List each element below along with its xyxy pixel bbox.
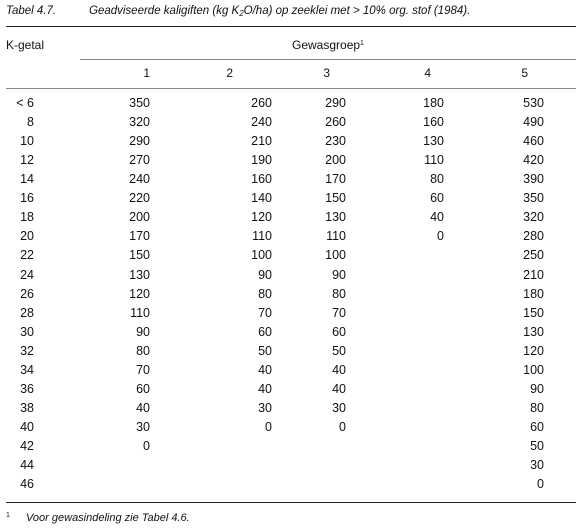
value-cell: 50: [530, 438, 544, 453]
k-getal-cell: 26: [20, 286, 34, 301]
value-cell: 130: [129, 267, 150, 282]
table-row: [0, 382, 588, 401]
footnote: [6, 512, 190, 524]
value-cell: 170: [325, 172, 346, 187]
value-cell: 260: [325, 115, 346, 129]
table-row: [0, 344, 588, 363]
k-getal-cell: 38: [20, 400, 34, 415]
value-cell: 30: [136, 419, 150, 434]
k-getal-cell: 34: [20, 362, 34, 377]
group-header-footnote-mark: 1: [360, 40, 364, 47]
value-cell: 130: [523, 324, 544, 339]
value-cell: 40: [332, 362, 346, 377]
k-getal-cell: 12: [20, 153, 34, 168]
table-row: [0, 439, 588, 458]
bottom-rule: [6, 502, 576, 503]
value-cell: 90: [332, 267, 346, 282]
group-header: [292, 38, 364, 52]
column-header-4: 4: [424, 66, 431, 80]
value-cell: 460: [523, 134, 544, 149]
value-cell: 320: [129, 115, 150, 129]
value-cell: 0: [339, 419, 346, 434]
title-part-1: Geadviseerde kaligiften (kg K: [89, 5, 240, 17]
value-cell: 350: [129, 96, 150, 110]
k-getal-cell: 24: [20, 267, 34, 282]
k-getal-cell: 10: [20, 134, 34, 149]
table-row: [0, 115, 588, 134]
value-cell: 40: [136, 400, 150, 415]
table-row: [0, 153, 588, 172]
value-cell: 0: [265, 419, 272, 434]
footnote-text: Voor gewasindeling zie Tabel 4.6.: [26, 512, 190, 524]
value-cell: 70: [136, 362, 150, 377]
k-getal-cell: 18: [20, 210, 34, 225]
value-cell: 120: [251, 210, 272, 225]
value-cell: 100: [251, 248, 272, 263]
title-subscript: 2: [239, 9, 244, 18]
column-header-1: 1: [143, 66, 150, 80]
value-cell: 160: [251, 172, 272, 187]
value-cell: 250: [523, 248, 544, 263]
value-cell: 150: [523, 305, 544, 320]
value-cell: 180: [423, 96, 444, 110]
value-cell: 320: [523, 210, 544, 225]
value-cell: 0: [143, 438, 150, 453]
k-getal-cell: 22: [20, 248, 34, 263]
value-cell: 270: [129, 153, 150, 168]
value-cell: 60: [430, 191, 444, 206]
value-cell: 350: [523, 191, 544, 206]
value-cell: 100: [325, 248, 346, 263]
group-underline: [80, 59, 576, 60]
table-row: [0, 191, 588, 210]
title-part-2: O/ha) op zeeklei met > 10% org. stof (1984).: [243, 5, 471, 17]
value-cell: 80: [136, 343, 150, 358]
table-row: [0, 268, 588, 287]
value-cell: 200: [129, 210, 150, 225]
k-getal-cell: 46: [20, 477, 34, 491]
table-row: [0, 229, 588, 248]
value-cell: 70: [258, 305, 272, 320]
value-cell: 130: [423, 134, 444, 149]
value-cell: 240: [251, 115, 272, 129]
table-row: [0, 401, 588, 420]
column-header-5: 5: [521, 66, 528, 80]
value-cell: 80: [332, 286, 346, 301]
value-cell: 40: [332, 381, 346, 396]
table-row: [0, 134, 588, 153]
value-cell: 230: [325, 134, 346, 149]
value-cell: 110: [252, 229, 272, 244]
value-cell: 30: [332, 400, 346, 415]
value-cell: 50: [258, 343, 272, 358]
table-row: [0, 363, 588, 382]
table-row: [0, 306, 588, 325]
table-row: [0, 210, 588, 229]
table-row: [0, 477, 588, 496]
value-cell: 0: [537, 477, 544, 491]
value-cell: 390: [523, 172, 544, 187]
table-row: [0, 458, 588, 477]
column-header-2: 2: [226, 66, 233, 80]
value-cell: 60: [332, 324, 346, 339]
value-cell: 80: [530, 400, 544, 415]
value-cell: 280: [523, 229, 544, 244]
table-row: [0, 420, 588, 439]
value-cell: 220: [129, 191, 150, 206]
k-getal-cell: 40: [20, 419, 34, 434]
k-getal-cell: 32: [20, 343, 34, 358]
value-cell: 210: [251, 134, 272, 149]
value-cell: 190: [251, 153, 272, 168]
table-row: [0, 172, 588, 191]
value-cell: 530: [523, 96, 544, 110]
group-header-label: Gewasgroep: [292, 38, 361, 52]
value-cell: 130: [325, 210, 346, 225]
value-cell: 120: [523, 343, 544, 358]
value-cell: 150: [325, 191, 346, 206]
value-cell: 80: [430, 172, 444, 187]
column-header-3: 3: [323, 66, 330, 80]
value-cell: 210: [523, 267, 544, 282]
value-cell: 60: [258, 324, 272, 339]
value-cell: 140: [251, 191, 272, 206]
table-number: Tabel 4.7.: [6, 5, 57, 17]
table-row: [0, 96, 588, 115]
k-getal-cell: 8: [27, 115, 34, 129]
value-cell: 100: [523, 362, 544, 377]
value-cell: 110: [326, 229, 346, 244]
top-rule: [6, 26, 576, 27]
value-cell: 240: [129, 172, 150, 187]
value-cell: 90: [258, 267, 272, 282]
value-cell: 290: [129, 134, 150, 149]
value-cell: 70: [332, 305, 346, 320]
k-getal-cell: 30: [20, 324, 34, 339]
table-caption: [6, 5, 470, 18]
value-cell: 90: [136, 324, 150, 339]
table-row: [0, 325, 588, 344]
k-getal-cell: 44: [20, 457, 34, 472]
row-header-k-getal: K-getal: [6, 38, 45, 52]
table-row: [0, 287, 588, 306]
value-cell: 90: [530, 381, 544, 396]
k-getal-cell: 20: [20, 229, 34, 244]
value-cell: 60: [530, 419, 544, 434]
value-cell: 80: [258, 286, 272, 301]
value-cell: 110: [424, 153, 444, 168]
value-cell: 150: [129, 248, 150, 263]
value-cell: 170: [129, 229, 150, 244]
k-getal-cell: 28: [20, 305, 34, 320]
value-cell: 40: [258, 381, 272, 396]
value-cell: 490: [523, 115, 544, 129]
value-cell: 110: [130, 305, 150, 320]
value-cell: 40: [430, 210, 444, 225]
table-title: [89, 5, 470, 17]
value-cell: 50: [332, 343, 346, 358]
k-getal-cell: 16: [20, 191, 34, 206]
footnote-mark: 1: [6, 512, 10, 519]
value-cell: 260: [251, 96, 272, 110]
k-getal-cell: 14: [20, 172, 34, 187]
value-cell: 60: [136, 381, 150, 396]
value-cell: 30: [530, 457, 544, 472]
value-cell: 160: [423, 115, 444, 129]
k-getal-cell: 36: [20, 381, 34, 396]
value-cell: 180: [523, 286, 544, 301]
header-rule: [6, 88, 576, 89]
value-cell: 0: [437, 229, 444, 244]
value-cell: 420: [523, 153, 544, 168]
k-getal-cell: 42: [20, 438, 34, 453]
k-getal-cell: < 6: [16, 96, 34, 110]
table-row: [0, 248, 588, 267]
value-cell: 290: [325, 96, 346, 110]
value-cell: 30: [258, 400, 272, 415]
value-cell: 40: [258, 362, 272, 377]
value-cell: 200: [325, 153, 346, 168]
value-cell: 120: [129, 286, 150, 301]
